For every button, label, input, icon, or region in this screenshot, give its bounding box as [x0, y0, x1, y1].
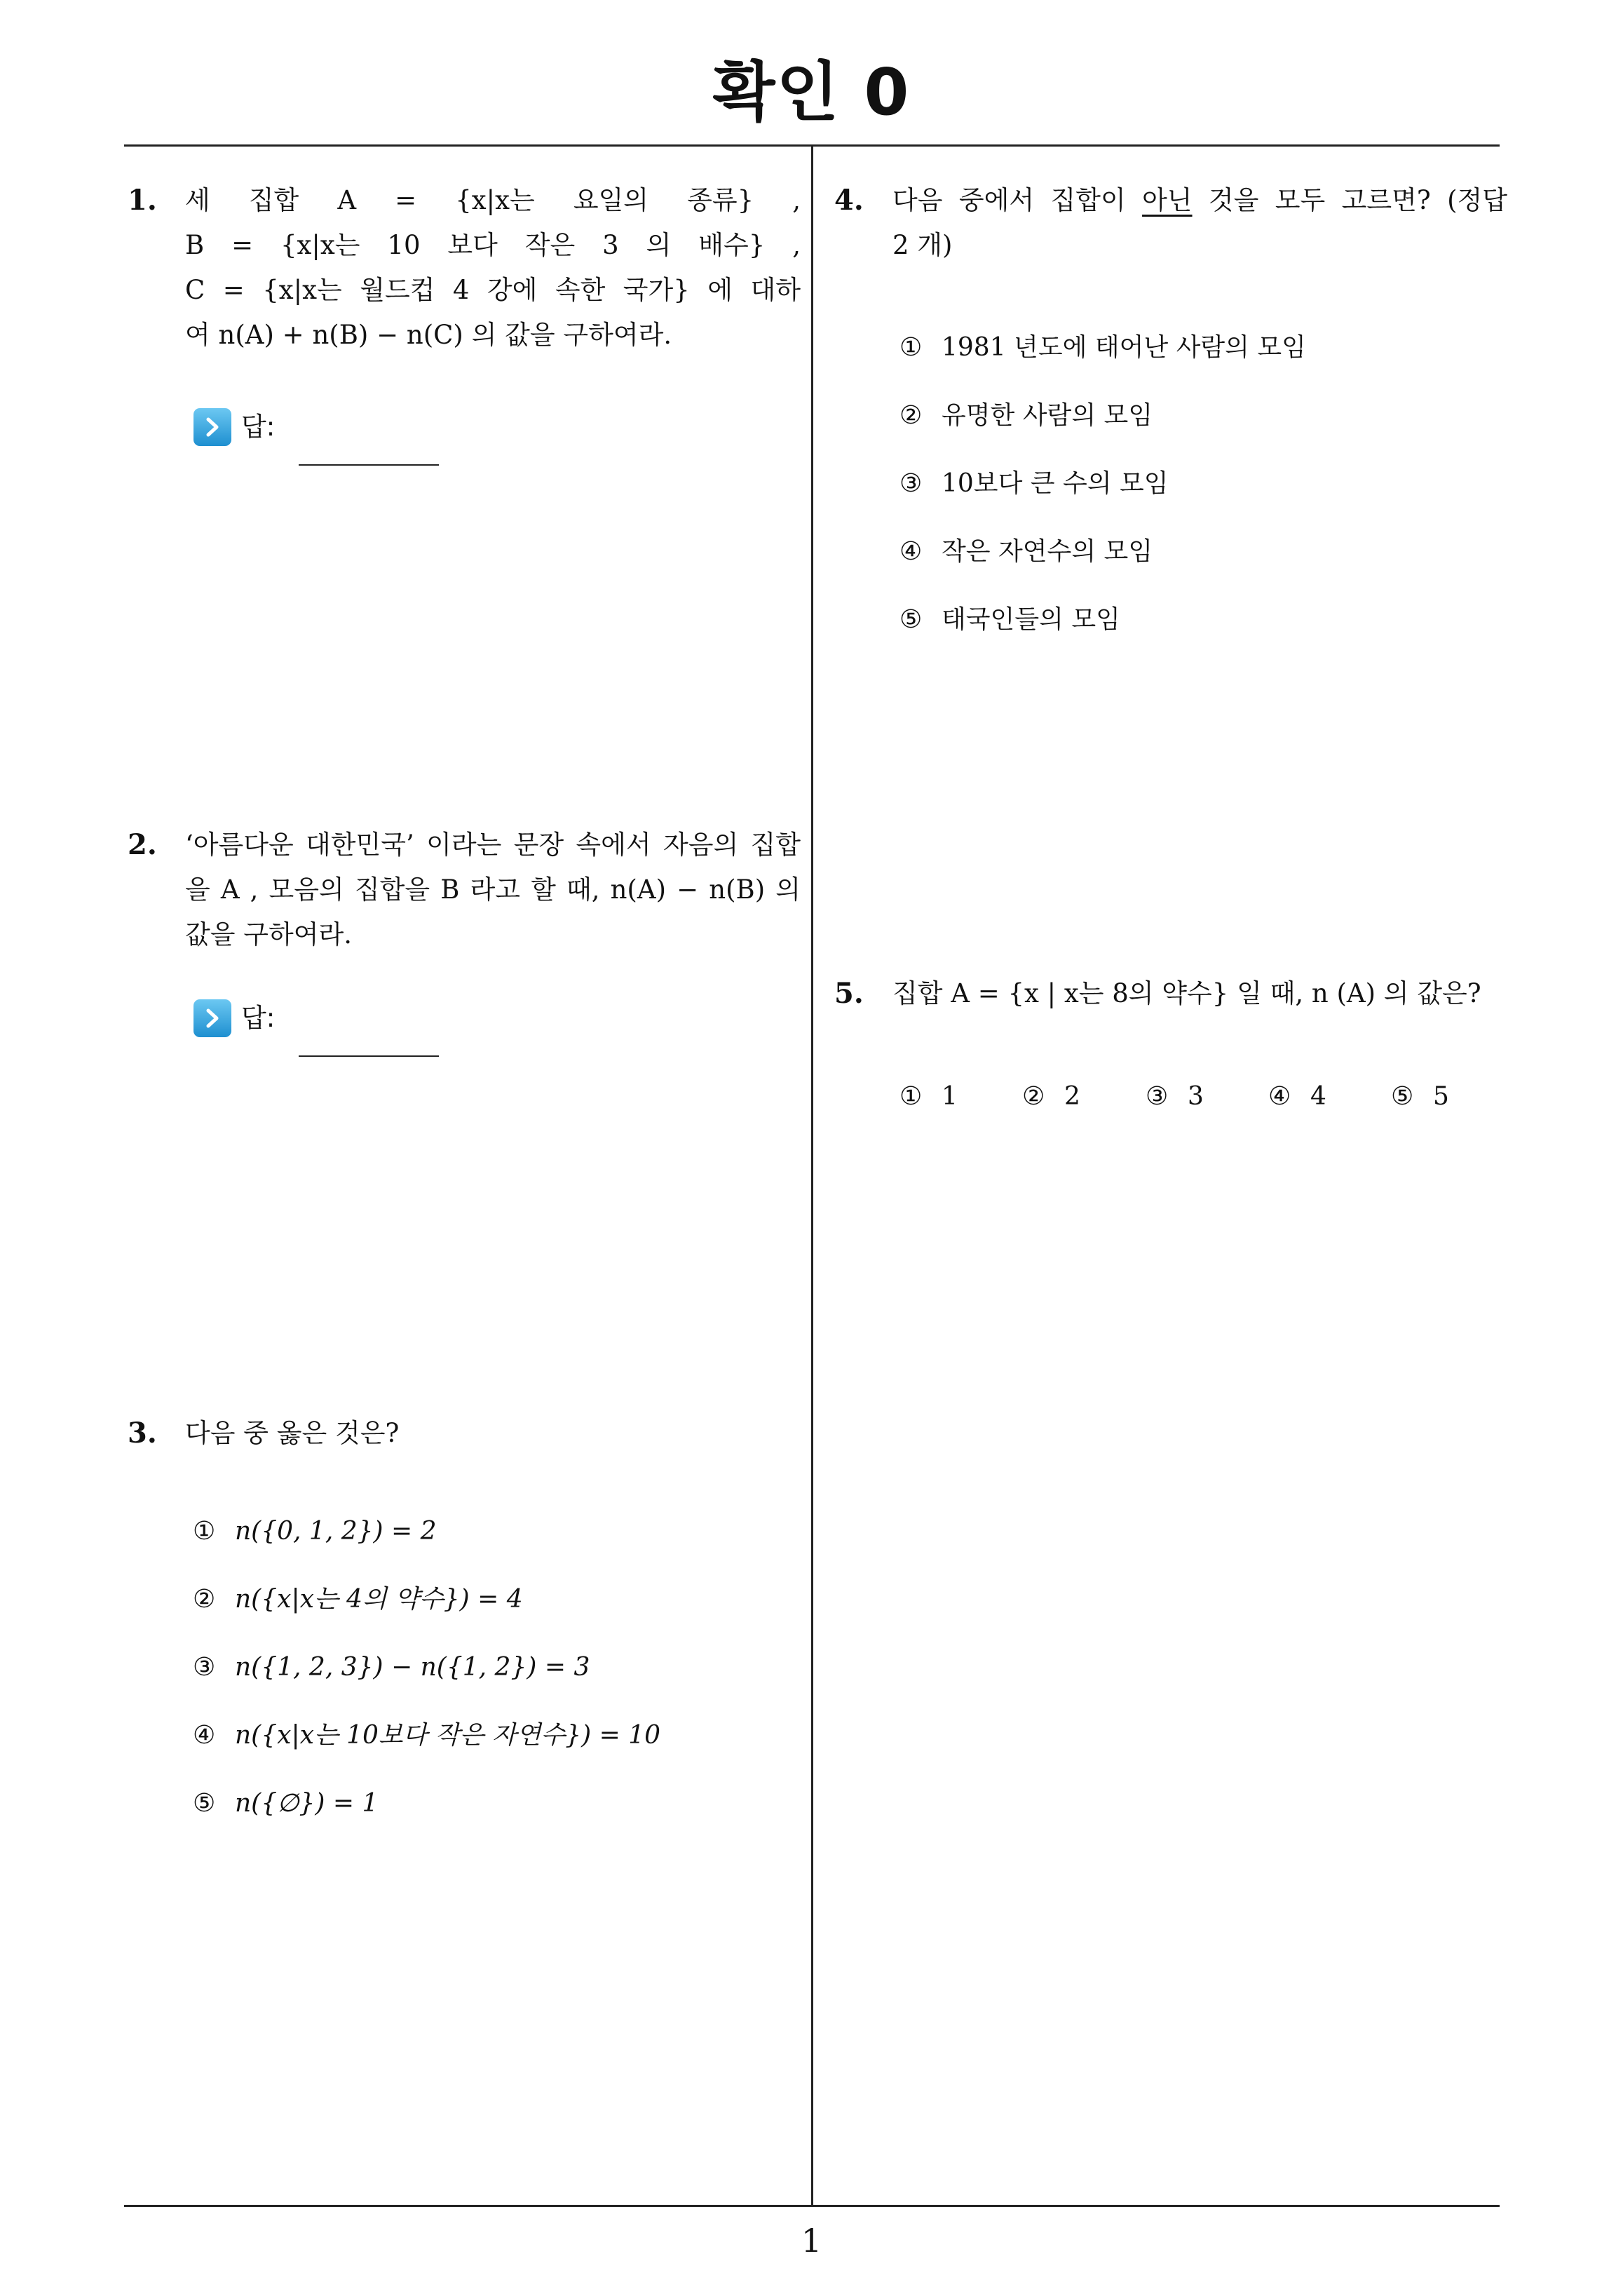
question-line: 값을 구하여라.: [185, 919, 352, 950]
question-number: 4.: [834, 184, 864, 217]
question-text: 집합 A = {x | x는 8의 약수} 일 때, n (A) 의 값은?: [892, 978, 1481, 1008]
emphasis-underline: 아닌: [1142, 185, 1193, 215]
answer-input-line[interactable]: [299, 1055, 439, 1057]
page-number: 1: [801, 2222, 822, 2260]
question-line: 다음 중에서 집합이 아닌 것을 모두 고르면? (정답: [892, 185, 1507, 215]
question-text: 다음 중 옳은 것은?: [185, 1418, 400, 1448]
answer-area-2: [193, 999, 275, 1037]
option-5[interactable]: ⑤ 태국인들의 모임: [899, 605, 1120, 634]
question-line: 세 집합 A = {x|x는 요일의 종류} ,: [185, 185, 801, 215]
question-number: 3.: [128, 1417, 157, 1450]
option-5[interactable]: ⑤ n({∅}) = 1: [193, 1789, 379, 1818]
question-number: 1.: [128, 184, 157, 217]
chevron-right-icon: [193, 999, 231, 1037]
option-3[interactable]: ③ n({1, 2, 3}) − n({1, 2}) = 3: [193, 1653, 590, 1682]
option-1[interactable]: ① 1: [899, 1082, 958, 1111]
option-1[interactable]: ① n({0, 1, 2}) = 2: [193, 1517, 437, 1546]
option-3[interactable]: ③ 3: [1146, 1082, 1204, 1111]
question-line: 여 n(A) + n(B) − n(C) 의 값을 구하여라.: [185, 320, 672, 350]
answer-input-line[interactable]: [299, 464, 439, 466]
answer-label: 답:: [241, 412, 276, 442]
question-line: ‘아름다운 대한민국’ 이라는 문장 속에서 자음의 집합: [185, 830, 801, 860]
question-number: 2.: [128, 828, 157, 861]
question-line: 2 개): [892, 230, 953, 260]
question-line: B = {x|x는 10 보다 작은 3 의 배수} ,: [185, 230, 801, 260]
option-2[interactable]: ② 2: [1022, 1082, 1080, 1111]
column-divider: [811, 146, 813, 2206]
option-4[interactable]: ④ n({x|x는 10보다 작은 자연수}) = 10: [193, 1721, 661, 1750]
option-1[interactable]: ① 1981 년도에 태어난 사람의 모임: [899, 333, 1306, 362]
answer-label: 답:: [241, 1003, 276, 1033]
question-text: [185, 178, 801, 358]
footer-rule: [124, 2205, 1500, 2207]
option-4[interactable]: ④ 작은 자연수의 모임: [899, 537, 1153, 566]
chevron-right-icon: [193, 408, 231, 446]
page-title: 확인 0: [712, 55, 911, 130]
option-4[interactable]: ④ 4: [1268, 1082, 1326, 1111]
answer-area-1: [193, 408, 275, 446]
option-5[interactable]: ⑤ 5: [1391, 1082, 1449, 1111]
question-text: [185, 823, 801, 957]
question-text: [892, 178, 1507, 268]
question-line: C = {x|x는 월드컵 4 강에 속한 국가} 에 대하: [185, 275, 801, 305]
question-number: 5.: [834, 977, 864, 1010]
question-line: 을 A , 모음의 집합을 B 라고 할 때, n(A) − n(B) 의: [185, 874, 801, 905]
option-2[interactable]: ② n({x|x는 4의 약수}) = 4: [193, 1585, 523, 1614]
option-2[interactable]: ② 유명한 사람의 모임: [899, 401, 1153, 430]
option-3[interactable]: ③ 10보다 큰 수의 모임: [899, 469, 1169, 498]
